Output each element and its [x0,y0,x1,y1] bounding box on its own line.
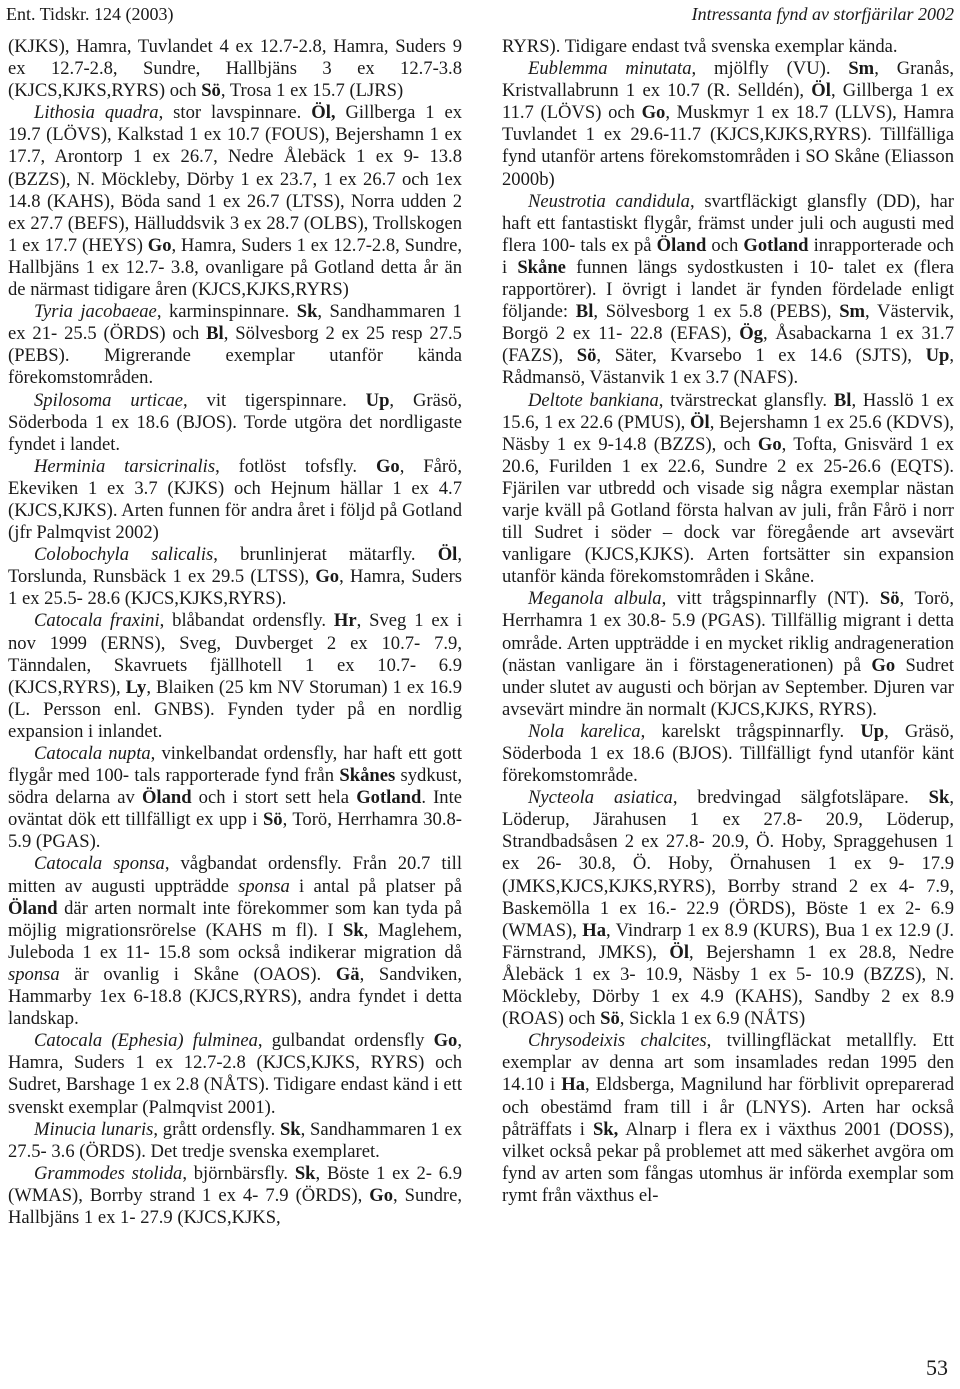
paragraph: Minucia lunaris, grått ordensfly. Sk, Sandhammaren 1 ex 27.5- 3.6 (ÖRDS). Det tredje svenska exemplaret. [8,1118,462,1162]
paragraph: (KJKS), Hamra, Tuvlandet 4 ex 12.7-2.8, Hamra, Suders 9 ex 12.7-2.8, Sundre, Hallbjäns 3 ex 12.7-3.8 (KJCS,KJKS,RYRS) och Sö, Trosa 1 ex 15.7 (LJRS) [8,36,462,102]
paragraph: Chrysodeixis chalcites, tvillingfläckat metallfly. Ett exemplar av denna art som insamlades redan 1995 den 14.10 i Ha, Eldsberga, Magnilund har förblivit opreparerad och obestämd fram till i år (LNYS). Arten har också påträffats i Sk, Alnarp i flera ex i växthus 2001 (DOSS), vilket också pekar på problemet att med säkerhet avgöra om fynd av arten som fångas utomhus är införda exemplar som rymt från växthus el- [502,1030,954,1206]
paragraph: Spilosoma urticae, vit tigerspinnare. Up, Gräsö, Söderboda 1 ex 18.6 (BJOS). Torde utgöra det nordligaste fyndet i landet. [8,389,462,455]
paragraph: Tyria jacobaeae, karminspinnare. Sk, Sandhammaren 1 ex 21- 25.5 (ÖRDS) och Bl, Sölvesborg 2 ex 25 resp 27.5 (PEBS). Migrerande exemplar utanför kända förekomstområden. [8,301,462,389]
journal-citation: Ent. Tidskr. 124 (2003) [6,4,174,24]
paragraph: Deltote bankiana, tvärstreckat glansfly. Bl, Hasslö 1 ex 15.6, 1 ex 22.6 (PMUS), Öl, Bejershamn 1 ex 25.6 (KDVS), Näsby 1 ex 9-14.8 (BZZS), och Go, Tofta, Gnisvärd 1 ex 20.6, Furilden 1 ex 22.6, Sundre 2 ex 25-26.6 (EQTS). Fjärilen var utbredd och visade sig några exemplar nästan varje kväll på Gotland första halvan av juli, från Fårö i norr till Sudret i söder – dock var föregående art avsevärt vanligare (KJCS,KJKS). Arten fortsätter sin expansion utanför kända förekomstområden i Skåne. [502,389,954,588]
paragraph: Catocala fraxini, blåbandat ordensfly. Hr, Sveg 1 ex i nov 1999 (ERNS), Sveg, Duvberget 2 ex 10.7- 7.9, Tänndalen, Skavruets fjällhotell 1 ex 10.7- 6.9 (KJCS,RYRS), Ly, Blaiken (25 km NV Storuman) 1 ex 16.9 (L. Persson enl. GNBS). Fynden tyder på en nordlig expansion i inlandet. [8,610,462,742]
paragraph: Nola karelica, karelskt trågspinnarfly. Up, Gräsö, Söderboda 1 ex 18.6 (BJOS). Tillfälligt fynd utanför känt förekomstområde. [502,720,954,787]
page-number: 53 [926,1355,948,1380]
paragraph: Meganola albula, vitt trågspinnarfly (NT). Sö, Torö, Herrhamra 1 ex 30.8- 5.9 (PGAS). Tillfällig migrant i detta område. Arten uppträdde i en mycket riklig andrageneration (nästan vanligare än i förstagenerationen) på Go Sudret under slutet av augusti och början av September. Djuren var avsevärt mindre än normalt (KJCS,KJKS, RYRS). [502,588,954,720]
paragraph: Catocala (Ephesia) fulminea, gulbandat ordensfly Go, Hamra, Suders 1 ex 12.7-2.8 (KJCS,KJKS, RYRS) och Sudret, Barshage 1 ex 2.8 (NÅTS). Tidigare endast känd i ett svenskt exemplar (Palmqvist 2001). [8,1030,462,1118]
paragraph: Catocala sponsa, vågbandat ordensfly. Från 20.7 till mitten av augusti uppträdde sponsa i antal på platser på Öland där arten normalt inte förekommer som kan tyda på möjlig migrationsrörelse (KAHS m fl). I Sk, Maglehem, Juleboda 1 ex 11- 15.8 som också indikerar migration då sponsa är ovanlig i Skåne (OAOS). Gä, Sandviken, Hammarby 1ex 6-18.8 (KJCS,RYRS), andra fyndet i detta landskap. [8,853,462,1030]
paragraph: Grammodes stolida, björnbärsfly. Sk, Böste 1 ex 2- 6.9 (WMAS), Borrby strand 1 ex 4- 7.9 (ÖRDS), Go, Sundre, Hallbjäns 1 ex 1- 27.9 (KJCS,KJKS, [8,1162,462,1228]
right-column [502,36,954,1207]
running-title: Intressanta fynd av storfjärilar 2002 [691,4,954,24]
paragraph: Colobochyla salicalis, brunlinjerat mätarfly. Öl, Torslunda, Runsbäck 1 ex 29.5 (LTSS), Go, Hamra, Suders 1 ex 25.5- 28.6 (KJCS,KJKS,RYRS). [8,544,462,610]
paragraph: Herminia tarsicrinalis, fotlöst tofsfly. Go, Fårö, Ekeviken 1 ex 3.7 (KJKS) och Hejnum hällar 1 ex 4.7 (KJCS,KJKS). Arten funnen för andra året i följd på Gotland (jfr Palmqvist 2002) [8,455,462,544]
paragraph: Catocala nupta, vinkelbandat ordensfly, har haft ett gott flygår med 100- tals rapporterade fynd från Skånes sydkust, södra delarna av Öland och i stort sett hela Gotland. Inte oväntat dök ett tillfälligt ex upp i Sö, Torö, Herrhamra 30.8- 5.9 (PGAS). [8,743,462,853]
left-column [8,36,462,1229]
page-header [6,4,954,30]
paragraph: Lithosia quadra, stor lavspinnare. Öl, Gillberga 1 ex 19.7 (LÖVS), Kalkstad 1 ex 10.7 (FOUS), Bejershamn 1 ex 17.7, Arontorp 1 ex 26.7, Nedre Ålebäck 1 ex 9- 13.8 (BZZS), N. Möckleby, Dörby 1 ex 23.7, 1 ex 26.7 och 1ex 14.8 (KAHS), Böda sand 1 ex 26.7 (LTSS), Norra udden 2 ex 27.7 (BEFS), Hälluddsvik 3 ex 28.7 (OLBS), Trollskogen 1 ex 17.7 (HEYS) Go, Hamra, Suders 1 ex 12.7-2.8, Sundre, Hallbjäns 1 ex 12.7- 3.8, ovanligare på Gotland detta år än de närmast tidigare åren (KJCS,KJKS,RYRS) [8,102,463,301]
paragraph: Eublemma minutata, mjölfly (VU). Sm, Granås, Kristvallabrunn 1 ex 10.7 (R. Selldén), Öl, Gillberga 1 ex 11.7 (LÖVS) och Go, Muskmyr 1 ex 18.7 (LLVS), Hamra Tuvlandet 1 ex 29.6-11.7 (KJCS,KJKS,RYRS). Tillfälliga fynd utanför artens förekomstområden i SO Skåne (Eliasson 2000b) [502,58,954,190]
paragraph: Neustrotia candidula, svartfläckigt glansfly (DD), har haft ett fantastiskt flygår, främst under juli och augusti med flera 100- tals ex på Öland och Gotland inrapporterade och i Skåne funnen längs sydostkusten i 10- talet ex (flera rapportörer). I övrigt i landet är fynden fördelade enligt följande: Bl, Sölvesborg 1 ex 5.8 (PEBS), Sm, Västervik, Borgö 2 ex 11- 22.8 (EFAS), Ög, Åsabackarna 1 ex 31.7 (FAZS), Sö, Säter, Kvarsebo 1 ex 14.6 (SJTS), Up, Rådmansö, Västanvik 1 ex 3.7 (NAFS). [502,190,955,389]
paragraph: RYRS). Tidigare endast två svenska exemplar kända. [502,36,898,57]
paragraph: Nycteola asiatica, bredvingad sälgfotsläpare. Sk, Löderup, Järahusen 1 ex 27.8- 20.9, Löderup, Strandbadsåsen 2 ex 27.8- 20.9, Ö. Hoby, Spraggehusen 1 ex 26- 30.8, Ö. Hoby, Örnahusen 1 ex 9- 17.9 (JMKS,KJCS,KJKS,RYRS), Borrby strand 2 ex 4- 7.9, Baskemölla 1 ex 16.- 22.9 (ÖRDS), Böste 1 ex 2- 6.9 (WMAS), Ha, Vindrarp 1 ex 8.9 (KURS), Bua 1 ex 12.9 (J. Färnstrand, JMKS), Öl, Bejershamn 1 ex 28.8, Nedre Ålebäck 1 ex 3- 10.9, Näsby 1 ex 5- 10.9 (BZZS), N. Möckleby, Dörby 1 ex 4.9 (KAHS), Sandby 2 ex 8.9 (ROAS) och Sö, Sickla 1 ex 6.9 (NÅTS) [502,787,954,1030]
